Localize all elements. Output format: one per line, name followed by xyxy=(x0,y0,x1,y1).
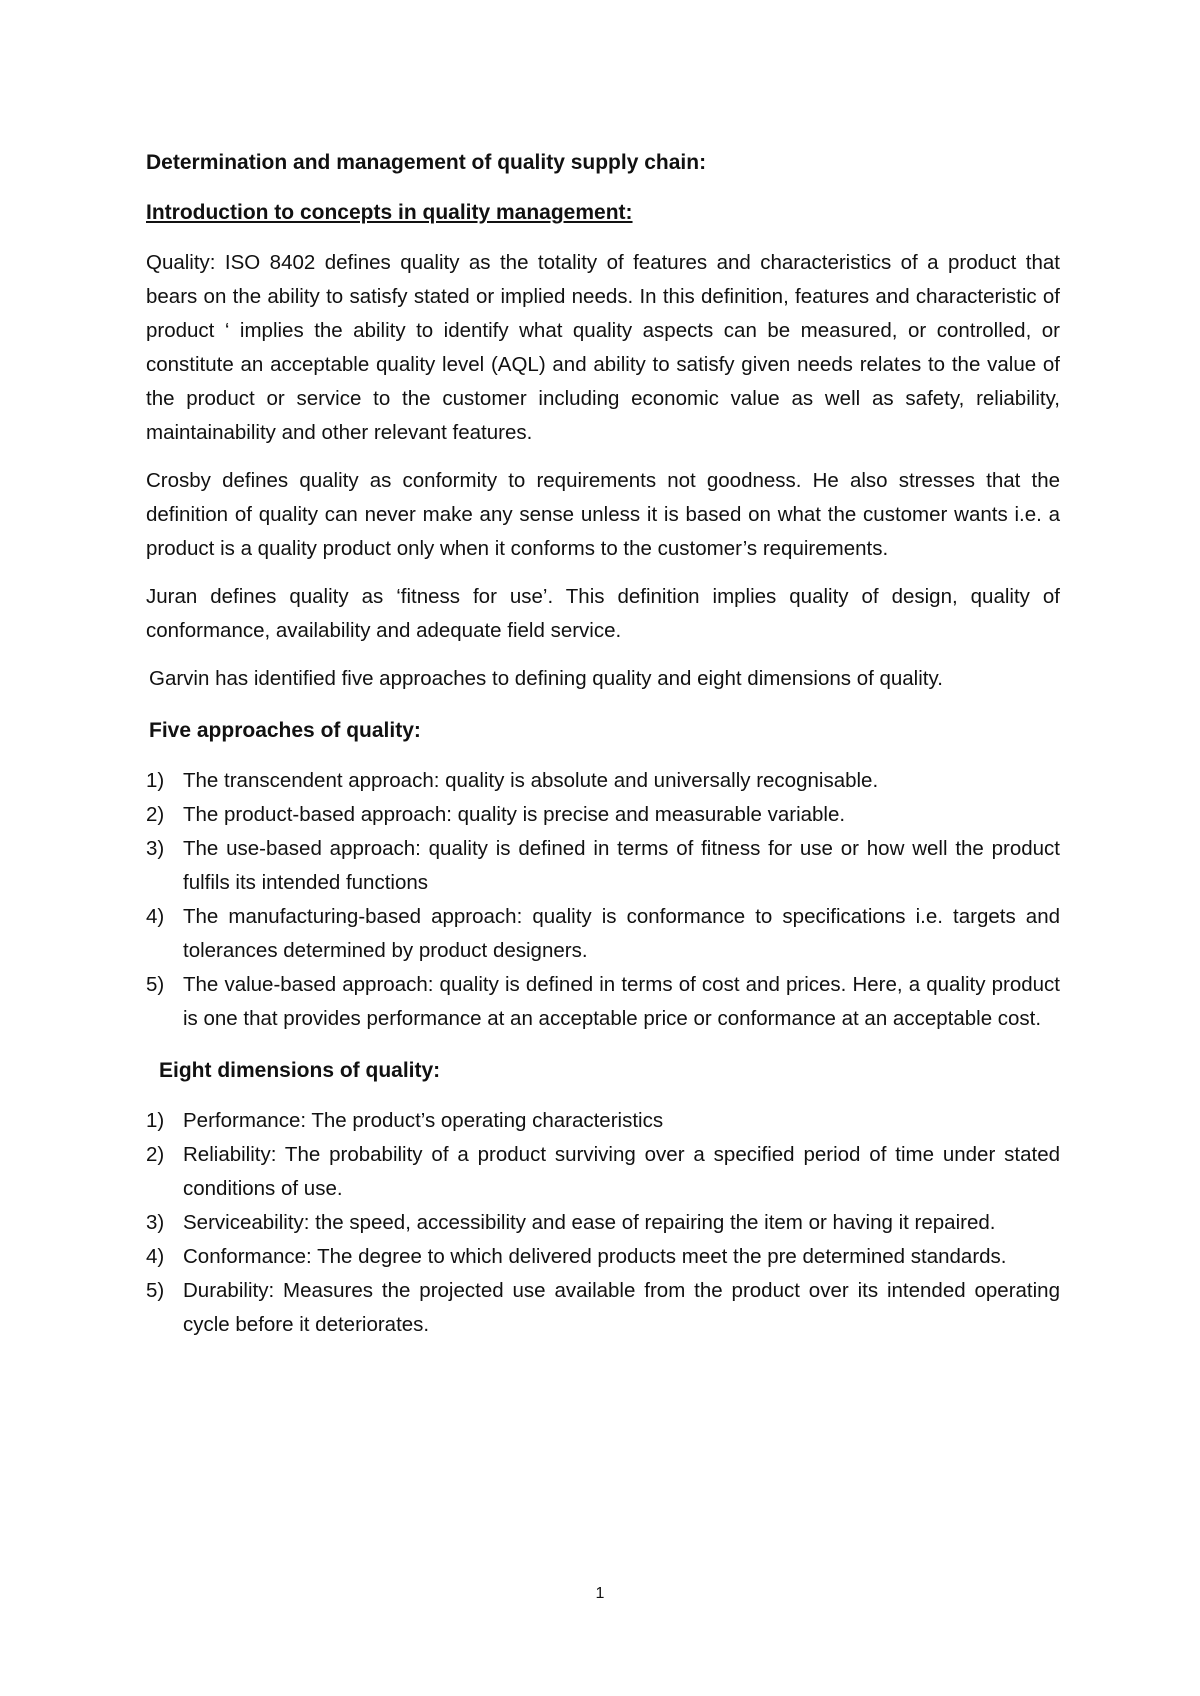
section-subtitle: Introduction to concepts in quality management: xyxy=(146,201,633,224)
list-item-text: Reliability: The probability of a product surviving over a specified period of time under stated conditions of use. xyxy=(183,1143,1060,1200)
five-approaches-heading: Five approaches of quality: xyxy=(149,719,421,742)
list-item xyxy=(146,1138,1060,1206)
paragraph-crosby-definition: Crosby defines quality as conformity to requirements not goodness. He also stresses that the definition of quality can never make any sense unless it is based on what the customer wants i.e. a product is a quality product only when it conforms to the customer’s requirements. xyxy=(146,469,1060,560)
list-item-number: 1) xyxy=(146,769,165,792)
paragraph-garvin-intro: Garvin has identified five approaches to defining quality and eight dimensions of quality. xyxy=(149,667,943,690)
document-title: Determination and management of quality supply chain: xyxy=(146,151,707,174)
eight-dimensions-list xyxy=(146,1104,1060,1342)
page-number: 1 xyxy=(595,1585,605,1602)
paragraph-juran-definition: Juran defines quality as ‘fitness for use’. This definition implies quality of design, quality of conformance, availability and adequate field service. xyxy=(146,585,1060,642)
list-item-text: The product-based approach: quality is precise and measurable variable. xyxy=(183,803,846,826)
list-item-number: 2) xyxy=(146,803,165,826)
paragraph-iso-definition: Quality: ISO 8402 defines quality as the totality of features and characteristics of a product that bears on the ability to satisfy stated or implied needs. In this definition, features and characteristic of product ‘ implies the ability to identify what quality aspects can be measured, or controlled, or constitute an acceptable quality level (AQL) and ability to satisfy given needs relates to the value of the product or service to the customer including economic value as well as safety, reliability, maintainability and other relevant features. xyxy=(146,251,1060,444)
list-item xyxy=(146,798,1060,832)
list-item-number: 2) xyxy=(146,1143,165,1166)
list-item xyxy=(146,1240,1060,1274)
list-item-text: Serviceability: the speed, accessibility and ease of repairing the item or having it repaired. xyxy=(183,1211,996,1234)
five-approaches-list xyxy=(146,764,1060,1036)
list-item-text: Conformance: The degree to which delivered products meet the pre determined standards. xyxy=(183,1245,1007,1268)
list-item-number: 3) xyxy=(146,837,165,860)
list-item xyxy=(146,1274,1060,1342)
list-item-number: 4) xyxy=(146,905,165,928)
list-item-text: The use-based approach: quality is defined in terms of fitness for use or how well the product fulfils its intended functions xyxy=(183,837,1060,894)
document-body xyxy=(146,146,1060,1356)
list-item xyxy=(146,1104,1060,1138)
list-item-number: 3) xyxy=(146,1211,165,1234)
list-item-text: The manufacturing-based approach: quality is conformance to specifications i.e. targets and tolerances determined by product designers. xyxy=(183,905,1060,962)
list-item-number: 5) xyxy=(146,973,165,996)
list-item xyxy=(146,764,1060,798)
list-item-number: 4) xyxy=(146,1245,165,1268)
list-item xyxy=(146,832,1060,900)
list-item xyxy=(146,968,1060,1036)
list-item-text: The value-based approach: quality is defined in terms of cost and prices. Here, a quality product is one that provides performance at an acceptable price or conformance at an acceptable cost. xyxy=(183,973,1060,1030)
list-item-text: Durability: Measures the projected use available from the product over its intended operating cycle before it deteriorates. xyxy=(183,1279,1060,1336)
list-item-text: The transcendent approach: quality is absolute and universally recognisable. xyxy=(183,769,879,792)
list-item-number: 5) xyxy=(146,1279,165,1302)
eight-dimensions-heading: Eight dimensions of quality: xyxy=(159,1059,441,1082)
list-item-text: Performance: The product’s operating characteristics xyxy=(183,1109,664,1132)
list-item xyxy=(146,900,1060,968)
list-item xyxy=(146,1206,1060,1240)
list-item-number: 1) xyxy=(146,1109,165,1132)
